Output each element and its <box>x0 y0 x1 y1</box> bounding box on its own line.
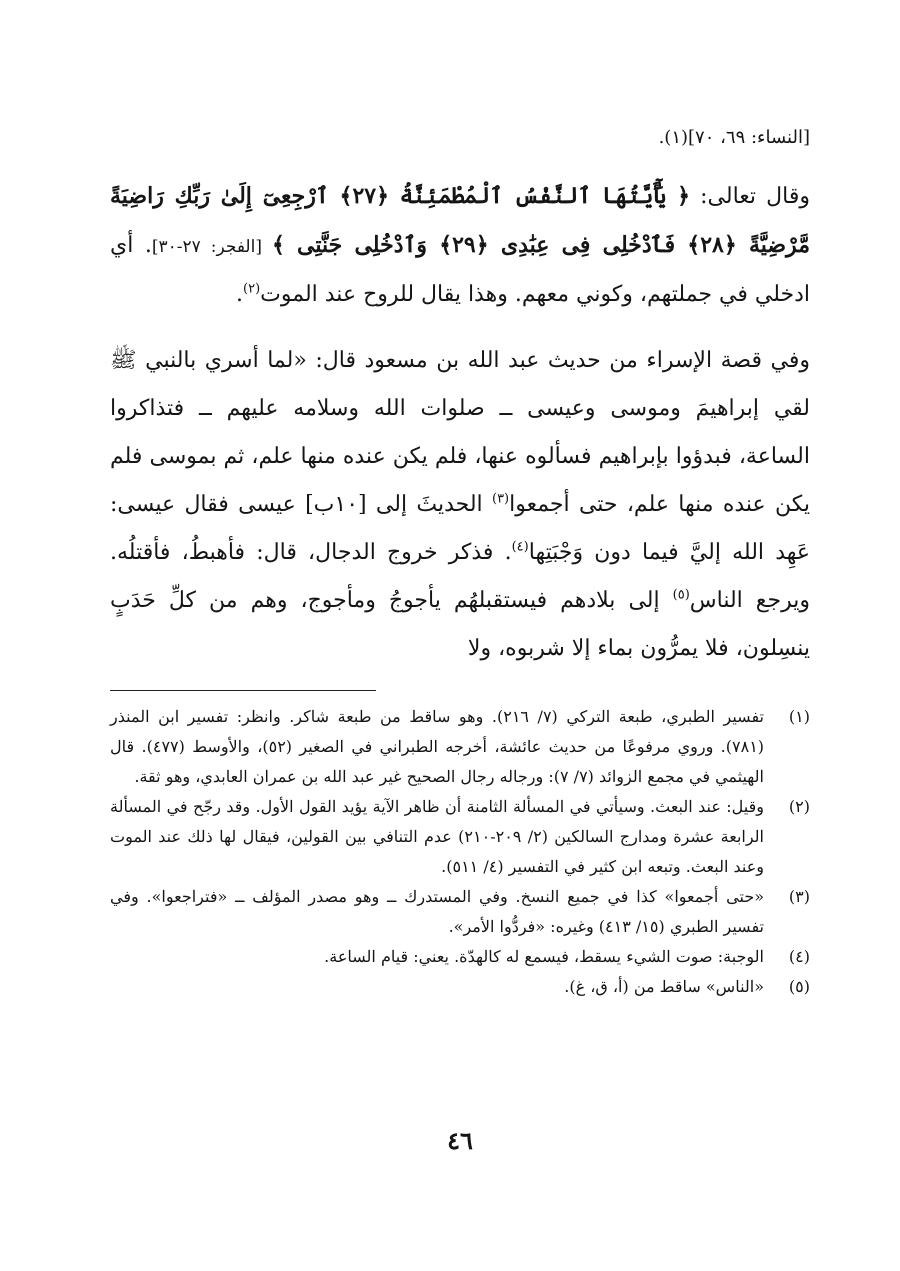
footnote-number: (٢) <box>788 797 810 816</box>
footnote-text: تفسير الطبري، طبعة التركي (٧/ ٢١٦). وهو ساقط من طبعة شاكر. وانظر: تفسير ابن المنذر (٧٨١). وروي مرفوعًا من حديث عائشة، أخرجه الطبراني في الصغير (٥٢)، والأوسط (٤٧٧). قال الهيثمي في مجمع الزوائد (٧/ ٧): ورجاله رجال الصحيح غير عبد الله بن عمران العابدي، وهو ثقة. <box>110 707 765 786</box>
footnote-item <box>110 942 810 972</box>
footnotes-list <box>110 702 810 1002</box>
footnote-item <box>110 972 810 1002</box>
paragraph-text: إلى بلادهم فيستقبلهُم يأجوجُ ومأجوج، وهم من كلِّ حَدَبٍ ينسِلون، فلا يمرُّون بماء إلا شربوه، ولا <box>110 588 810 661</box>
citation-line: [النساء: ٦٩، ٧٠](١). <box>658 127 810 148</box>
paragraph-text: . أي ادخلي في جملتهم، وكوني معهم. وهذا يقال للروح عند الموت <box>110 233 810 307</box>
footnote-number: (١) <box>788 707 810 726</box>
book-page <box>110 0 810 1271</box>
paragraph-text: الحديثَ إلى [١٠ب] عيسى فقال عيسى: عَهِد الله إليَّ فيما دون وَجْبَتِها <box>110 492 811 565</box>
footnote-ref-2[interactable]: (٢) <box>243 281 261 297</box>
paragraph-text: وفي قصة الإسراء من حديث عبد الله بن مسعود قال: «لما أسري بالنبي ﷺ لقي إبراهيمَ وموسى وعيسى ــ صلوات الله وسلامه عليهم ــ فتذاكروا الساعة، فبدؤوا بإبراهيم فسألوه عنها، فلم يكن عنده منها علم، ثم بموسى فلم يكن عنده منها علم، حتى أجمعوا <box>110 348 810 517</box>
footnote-text: وقيل: عند البعث. وسيأتي في المسألة الثامنة أن ظاهر الآية يؤيد القول الأول. وقد رجّح في المسألة الرابعة عشرة ومدارج السالكين (٢/ ٢٠٩-٢١٠) عدم التنافي بين القولين، فيقال لها ذلك عند الموت وعند البعث. وتبعه ابن كثير في التفسير (٤/ ٥١١). <box>110 797 764 876</box>
footnote-ref-3[interactable]: (٣) <box>491 491 510 507</box>
footnote-number: (٣) <box>788 887 810 906</box>
paragraph-intro: وقال تعالى: <box>690 184 810 209</box>
page-number: ٤٦ <box>447 1126 473 1155</box>
footnote-text: الوجبة: صوت الشيء يسقط، فيسمع له كالهدّة. يعني: قيام الساعة. <box>324 947 764 966</box>
verse-citation: [الفجر: ٢٧-٣٠] <box>151 237 272 257</box>
footnote-number: (٥) <box>788 977 810 996</box>
paragraph-end: . <box>236 282 244 307</box>
hadith-paragraph <box>110 337 810 673</box>
footnote-number: (٤) <box>788 947 810 966</box>
footnote-item <box>110 792 810 882</box>
main-text <box>110 118 810 673</box>
quran-paragraph <box>110 172 810 319</box>
paragraph-text: . فذكر خروج الدجال، قال: فأهبطُ، فأقتلُه. ويرجع الناس <box>110 540 810 613</box>
footnote-text: «حتى أجمعوا» كذا في جميع النسخ. وفي المستدرك ــ وهو مصدر المؤلف ــ «فتراجعوا». وفي تفسير الطبري (١٥/ ٤١٣) وغيره: «فردُّوا الأمر». <box>110 887 765 936</box>
footnote-item <box>110 702 810 792</box>
quran-verse: ﴿ يَٰٓأَيَّتُهَا ٱلنَّفْسُ ٱلْمُطْمَئِنَّةُ ﴿٢٧﴾ ٱرْجِعِىٓ إِلَىٰ رَبِّكِ رَاضِيَةً مَّرْضِيَّةً ﴿٢٨﴾ فَٱدْخُلِى فِى عِبَٰدِى ﴿٢٩﴾ وَٱدْخُلِى جَنَّتِى ﴾ <box>110 183 810 258</box>
footnote-ref-4[interactable]: (٤) <box>511 539 529 555</box>
footnote-text: «الناس» ساقط من (أ، ق، غ). <box>564 977 764 996</box>
footnote-ref-5[interactable]: (٥) <box>672 587 690 603</box>
footnote-divider <box>110 690 376 691</box>
footnote-item <box>110 882 810 942</box>
